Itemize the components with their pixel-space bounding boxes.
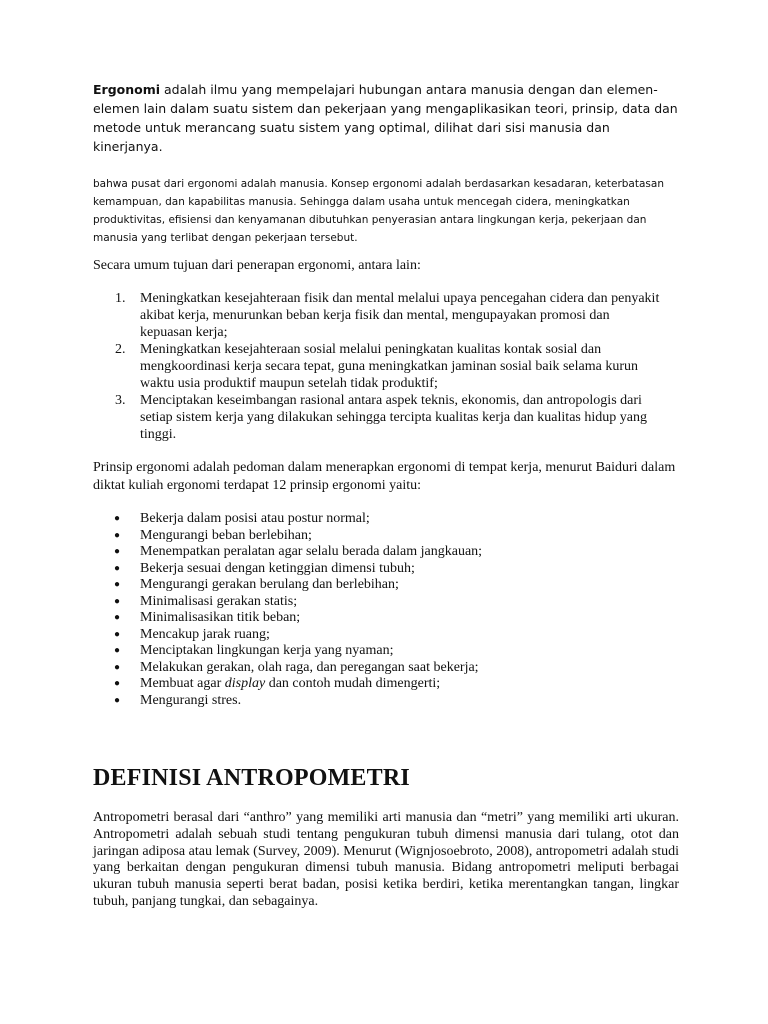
- principle-text: Menempatkan peralatan agar selalu berada dalam jangkauan;: [140, 544, 483, 559]
- principle-text: Mencakup jarak ruang;: [140, 626, 270, 642]
- bullet-icon: ●: [114, 694, 121, 706]
- goals-list: [93, 290, 663, 443]
- principle-text-before: Membuat agar: [140, 676, 225, 691]
- goal-number: 1.: [115, 291, 126, 306]
- bullet-icon: ●: [114, 546, 121, 557]
- principle-text: Menciptakan lingkungan kerja yang nyaman;: [140, 643, 394, 658]
- principle-item: [93, 577, 653, 594]
- goal-text: Meningkatkan kesejahteraan sosial melalui peningkatan kualitas kontak sosial dan mengkoordinasi kerja secara tepat, guna meningkatkan jaminan sosial baik selama kurun waktu usia produktif maupun setelah tidak produktif;: [140, 342, 639, 391]
- bullet-icon: ●: [114, 628, 121, 640]
- principle-text: Bekerja dalam posisi atau postur normal;: [140, 511, 370, 526]
- bullet-icon: ●: [114, 513, 121, 524]
- principle-text: Mengurangi beban berlebihan;: [140, 527, 312, 543]
- principle-item: [93, 528, 653, 545]
- bullet-icon: ●: [114, 678, 121, 689]
- principle-item: [93, 544, 653, 561]
- bullet-icon: ●: [114, 579, 121, 590]
- goal-text: Meningkatkan kesejahteraan fisik dan mental melalui upaya pencegahan cidera dan penyakit akibat kerja, menurunkan beban kerja fisik dan mental, mengupayakan promosi dan kepuasan kerja;: [140, 291, 660, 340]
- section-heading: DEFINISI ANTROPOMETRI: [93, 765, 410, 791]
- goal-number: 2.: [115, 342, 126, 357]
- principle-text: Bekerja sesuai dengan ketinggian dimensi tubuh;: [140, 560, 415, 576]
- principle-item: [93, 561, 653, 578]
- goal-item: [93, 290, 663, 341]
- principle-text: Minimalisasikan titik beban;: [140, 610, 301, 625]
- bullet-icon: ●: [114, 612, 121, 623]
- principle-emphasis: display: [224, 676, 266, 691]
- bullet-icon: ●: [114, 562, 121, 574]
- goal-item: [93, 341, 663, 392]
- principle-item: [93, 660, 653, 677]
- goal-text: Menciptakan keseimbangan rasional antara aspek teknis, ekonomis, dan antropologis dari setiap sistem kerja yang dilakukan sehingga tercipta kualitas kerja dan kualitas hidup yang tinggi.: [140, 393, 647, 442]
- principle-item: [93, 511, 653, 528]
- principle-text: Minimalisasi gerakan statis;: [140, 593, 298, 609]
- bullet-icon: ●: [114, 661, 121, 673]
- bullet-icon: ●: [114, 595, 121, 607]
- principle-item: [93, 693, 653, 710]
- intro-term: Ergonomi: [93, 82, 161, 97]
- goals-intro: Secara umum tujuan dari penerapan ergonomi, antara lain:: [93, 258, 421, 273]
- principle-text-after: dan contoh mudah dimengerti;: [265, 676, 441, 691]
- principles-list: [93, 511, 653, 709]
- principle-item: [93, 627, 653, 644]
- principles-intro: Prinsip ergonomi adalah pedoman dalam menerapkan ergonomi di tempat kerja, menurut Baiduri dalam diktat kuliah ergonomi terdapat 12 prinsip ergonomi yaitu:: [93, 460, 676, 493]
- principle-item: [93, 610, 653, 627]
- principle-item: [93, 643, 653, 660]
- intro-paragraph: [93, 80, 683, 156]
- goal-item: [93, 392, 663, 443]
- bullet-icon: ●: [114, 645, 121, 656]
- principle-text: Mengurangi gerakan berulang dan berlebihan;: [140, 577, 399, 592]
- concept-paragraph: bahwa pusat dari ergonomi adalah manusia. Konsep ergonomi adalah berdasarkan kesadaran, keterbatasan kemampuan, dan kapabilitas manusia. Sehingga dalam usaha untuk mencegah cidera, meningkatkan produktivitas, efisiensi dan kenyamanan dibutuhkan penyerasian antara lingkungan kerja, pekerjaan dan manusia yang terlibat dengan pekerjaan tersebut.: [93, 178, 664, 244]
- goal-number: 3.: [115, 393, 126, 408]
- principle-text: Melakukan gerakan, olah raga, dan peregangan saat bekerja;: [140, 659, 479, 675]
- anthropometry-paragraph: Antropometri berasal dari “anthro” yang memiliki arti manusia dan “metri” yang memiliki arti ukuran. Antropometri adalah sebuah studi tentang pengukuran tubuh dimensi manusia dari tulang, otot dan jaringan adiposa atau lemak (Survey, 2009). Menurut (Wignjosoebroto, 2008), antropometri adalah studi yang berkaitan dengan pengukuran dimensi tubuh manusia. Bidang antropometri meliputi berbagai ukuran tubuh manusia seperti berat badan, posisi ketika berdiri, ketika merentangkan tangan, lingkar tubuh, panjang tungkai, dan sebagainya.: [93, 810, 679, 909]
- principle-item: [93, 594, 653, 611]
- bullet-icon: ●: [114, 529, 121, 541]
- principle-text: Mengurangi stres.: [140, 692, 242, 708]
- principle-item: [93, 676, 653, 693]
- intro-definition: adalah ilmu yang mempelajari hubungan antara manusia dengan dan elemen-elemen lain dalam suatu sistem dan pekerjaan yang mengaplikasikan teori, prinsip, data dan metode untuk merancang suatu sistem yang optimal, dilihat dari sisi manusia dan kinerjanya.: [93, 82, 678, 154]
